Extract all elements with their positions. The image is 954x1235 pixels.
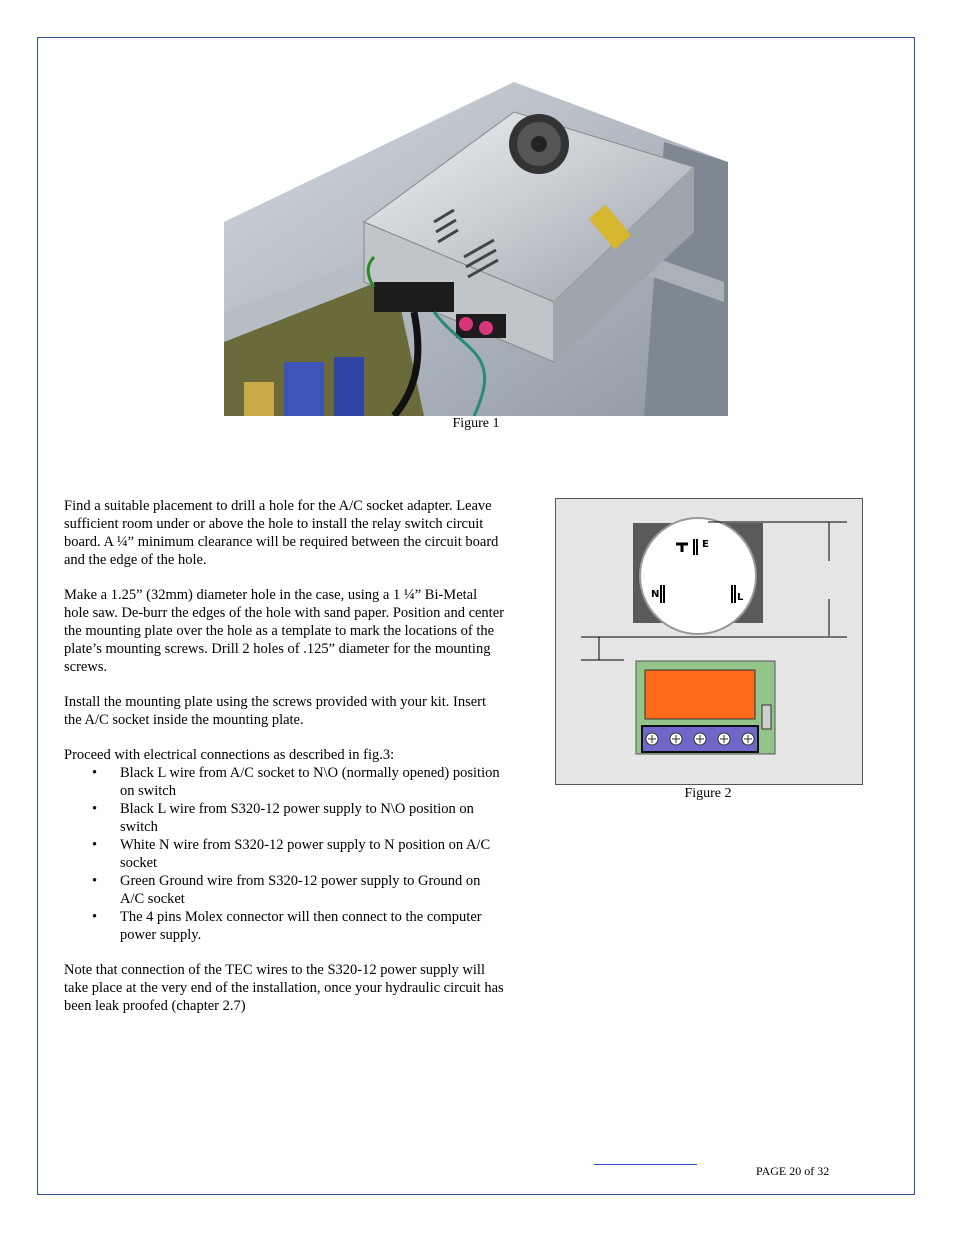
line-pin: [731, 585, 733, 603]
list-item: • Green Ground wire from S320-12 power supply to Ground on A/C socket: [120, 872, 504, 908]
power-supply-photo: [224, 82, 728, 416]
socket-circle: [640, 518, 756, 634]
paragraph-note: Note that connection of the TEC wires to the S320-12 power supply will take place at the very end of the installation, once your hydraulic circuit has been leak proofed (chapter 2.7): [64, 962, 504, 1014]
line-pin: [734, 585, 736, 603]
paragraph-drill-hole: Make a 1.25” (32mm) diameter hole in the case, using a 1 ¼” Bi-Metal hole saw. De-burr the edges of the hole with sand paper. Position and center the mounting plate over the hole as a template to mark the locations of the plate’s mounting screws. Drill 2 holes of .125” diameter for the mounting screws.: [64, 587, 504, 675]
board-component: [762, 705, 771, 729]
neutral-label: N: [651, 589, 660, 600]
relay-component: [645, 670, 755, 719]
neutral-pin: [663, 585, 665, 603]
paragraph-mounting-plate: Install the mounting plate using the screws provided with your kit. Insert the A/C socket inside the mounting plate.: [64, 694, 487, 728]
list-item: • Black L wire from S320-12 power supply to N\O position on switch: [120, 800, 504, 836]
list-item: • Black L wire from A/C socket to N\O (normally opened) position on switch: [120, 764, 504, 800]
power-supply-illustration: [224, 82, 728, 416]
earth-label: E: [702, 539, 709, 550]
footer-link-underline[interactable]: [594, 1163, 697, 1165]
socket-diagram-drawing: [556, 499, 862, 784]
page-number: PAGE 20 of 32: [756, 1164, 830, 1178]
instructions-text: [64, 497, 504, 1032]
paragraph-placement: Find a suitable placement to drill a hole for the A/C socket adapter. Leave sufficient room under or above the hole to install the relay switch circuit board. A ¼” minimum clearance will be required between the circuit board and the edge of the hole.: [64, 498, 499, 568]
connection-list: [64, 764, 504, 944]
list-item: • White N wire from S320-12 power supply to N position on A/C socket: [120, 836, 504, 872]
paragraph-connections: Proceed with electrical connections as described in fig.3:: [64, 747, 395, 763]
line-label: L: [737, 592, 744, 603]
figure-2-caption: Figure 2: [684, 786, 732, 801]
neutral-pin: [660, 585, 662, 603]
list-item: • The 4 pins Molex connector will then connect to the computer power supply.: [120, 908, 504, 944]
socket-diagram: [555, 498, 863, 785]
figure-1-caption: Figure 1: [452, 416, 500, 431]
